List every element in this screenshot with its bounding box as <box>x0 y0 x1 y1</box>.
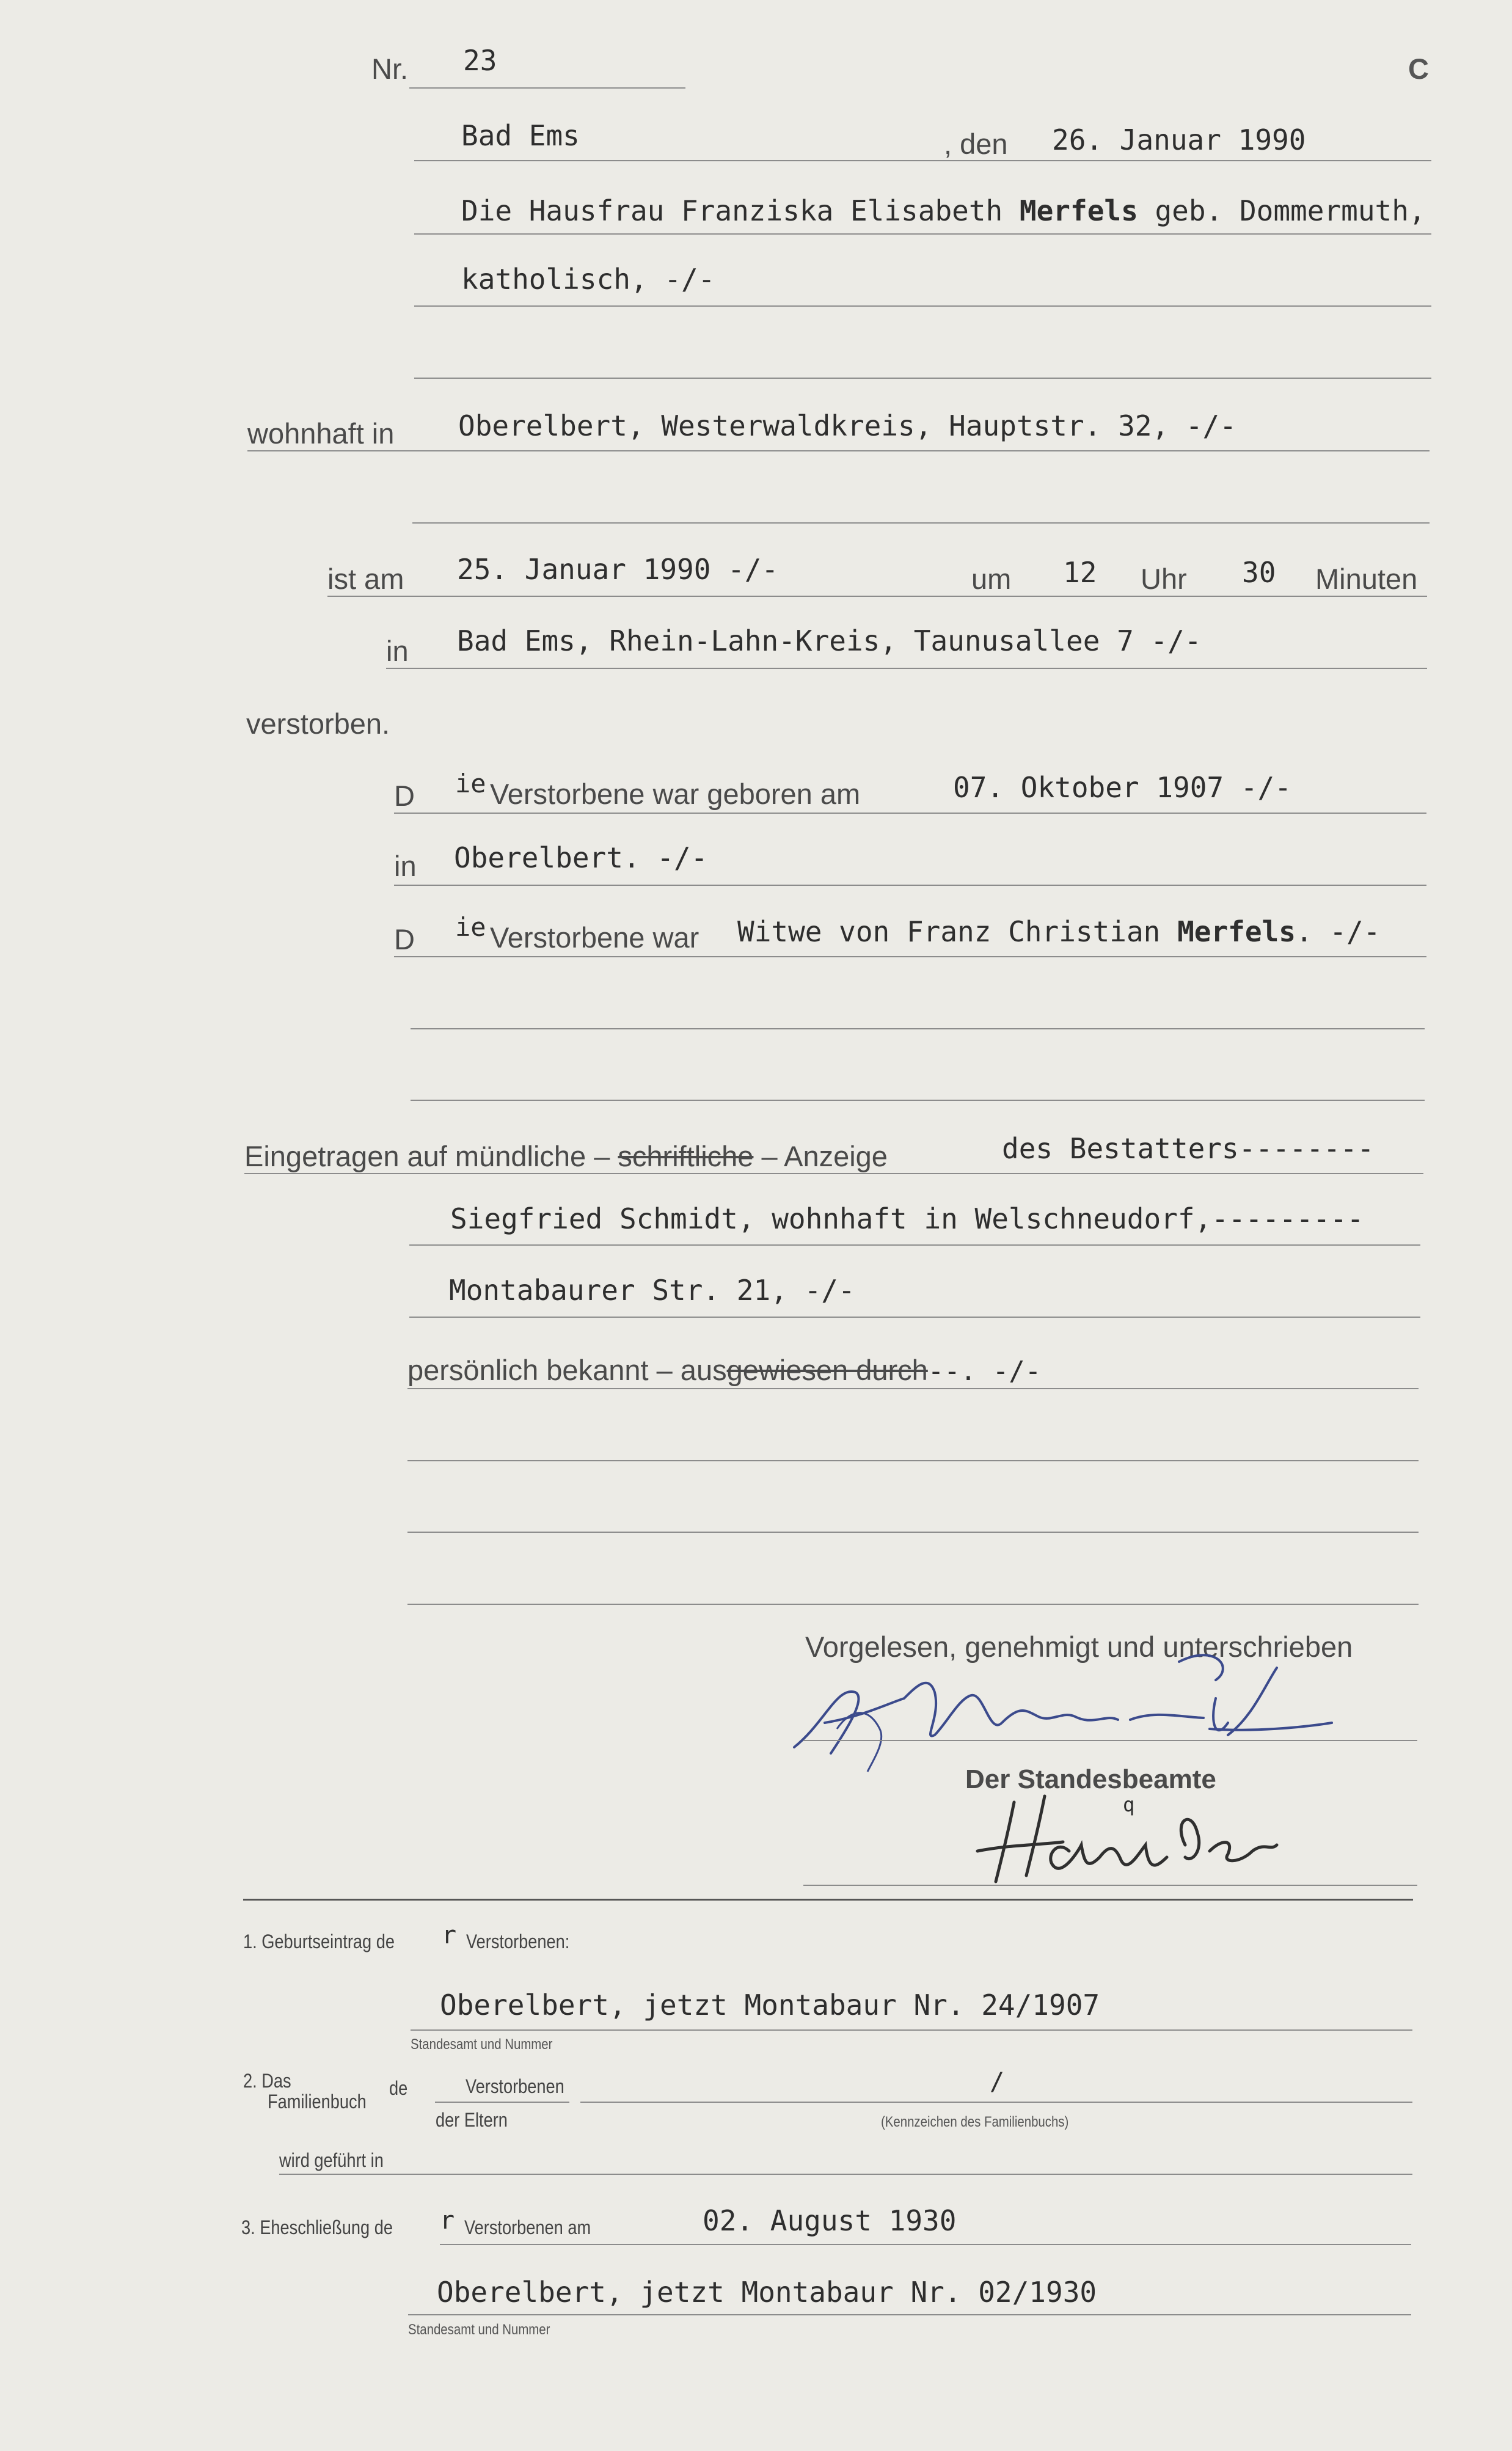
registration-label-struck: schriftliche <box>618 1140 754 1172</box>
marital-status <box>737 915 1380 948</box>
footer-item3-caption: Standesamt und Nummer <box>408 2321 550 2338</box>
birth-date: 07. Oktober 1907 -/- <box>953 771 1291 804</box>
birth-place: Oberelbert. -/- <box>454 841 708 874</box>
marriage-date: 02. August 1930 <box>703 2204 957 2237</box>
footer-item2-familienbuch: Familienbuch <box>268 2091 367 2113</box>
register-letter: C <box>1408 53 1429 85</box>
informant-line-3: Montabaurer Str. 21, -/- <box>449 1274 855 1307</box>
deceased-surname: Merfels <box>1019 194 1138 227</box>
birth-in-label: in <box>394 850 417 882</box>
registration-label-post: – Anzeige <box>753 1140 888 1172</box>
minuten-label: Minuten <box>1315 563 1418 595</box>
deceased-name-line <box>461 194 1426 227</box>
status-line-1 <box>394 956 1426 957</box>
residence-label: wohnhaft in <box>247 417 395 450</box>
registrar-mark: q <box>1123 1793 1135 1816</box>
death-date-line <box>327 596 1427 597</box>
marital-status-post: . -/- <box>1295 915 1381 948</box>
deceased-name-post: geb. Dommermuth, <box>1138 194 1426 227</box>
marital-status-pre: Witwe von Franz Christian <box>737 915 1178 948</box>
residence-line-1 <box>247 450 1430 451</box>
nr-label: Nr. <box>371 53 409 85</box>
footer-item3-r: r <box>440 2207 455 2235</box>
birth-register-entry: Oberelbert, jetzt Montabaur Nr. 24/1907 <box>440 1989 1100 2022</box>
den-label: , den <box>944 128 1008 160</box>
death-place: Bad Ems, Rhein-Lahn-Kreis, Taunusallee 7 -/- <box>457 624 1202 657</box>
footer-item2-eltern: der Eltern <box>436 2109 508 2131</box>
death-in-label: in <box>386 635 409 667</box>
registrar-signature-line <box>803 1885 1417 1886</box>
footer-item3-line <box>408 2314 1411 2315</box>
footer-item3-label: 3. Eheschließung de <box>241 2216 393 2238</box>
deceased-name-pre: Die Hausfrau Franziska Elisabeth <box>461 194 1020 227</box>
registry-place: Bad Ems <box>461 119 580 152</box>
birth-d-label: D <box>394 780 415 812</box>
status-d-label: D <box>394 923 415 955</box>
status-label: Verstorbene war <box>490 921 699 954</box>
birth-date-line <box>394 813 1426 814</box>
footer-item1-caption: Standesamt und Nummer <box>411 2036 553 2053</box>
footer-item2-line <box>279 2174 1412 2175</box>
read-approved-signed: Vorgelesen, genehmigt und unterschrieben <box>805 1631 1353 1663</box>
identity-known-label <box>407 1353 1041 1387</box>
registrar-signature <box>971 1784 1289 1888</box>
registry-date: 26. Januar 1990 <box>1052 123 1306 156</box>
identity-line-4 <box>407 1604 1419 1605</box>
footer-item2-upper-line <box>435 2102 569 2103</box>
identity-line-2 <box>407 1460 1419 1461</box>
birth-place-line <box>394 885 1426 886</box>
footer-item2-slash: / <box>990 2068 1005 2096</box>
identity-line-3 <box>407 1532 1419 1533</box>
footer-item2-verstorbenen: Verstorbenen <box>466 2075 564 2097</box>
death-date: 25. Januar 1990 -/- <box>457 553 779 586</box>
footer-item3-suffix: Verstorbenen am <box>464 2216 591 2238</box>
registration-label-pre: Eingetragen auf mündliche – <box>244 1140 618 1172</box>
status-ie-insert: ie <box>455 912 486 942</box>
person-line-1 <box>414 233 1431 235</box>
registration-line-1 <box>244 1173 1423 1174</box>
footer-item1-line <box>411 2029 1412 2031</box>
registration-line-3 <box>409 1317 1420 1318</box>
identity-known-post: --. -/- <box>927 1356 1042 1387</box>
birth-ie-insert: ie <box>455 769 486 798</box>
registrar-label: Der Standesbeamte <box>965 1764 1216 1794</box>
informant-signature <box>788 1649 1338 1784</box>
um-label: um <box>971 563 1012 595</box>
ist-am-label: ist am <box>327 563 404 595</box>
informant-line-2: Siegfried Schmidt, wohnhaft in Welschneudorf,--------- <box>450 1202 1364 1235</box>
place-date-line <box>414 160 1431 161</box>
registration-line-2 <box>409 1244 1420 1246</box>
footer-item2-number: 2. Das <box>243 2070 291 2092</box>
verstorben-label: verstorben. <box>246 707 390 740</box>
entry-number: 23 <box>463 44 497 77</box>
identity-known-pre: persönlich bekannt – aus <box>407 1354 727 1386</box>
footer-item2-family-book-line <box>580 2102 1412 2103</box>
death-place-line <box>386 668 1427 669</box>
death-hour: 12 <box>1063 556 1097 589</box>
status-line-2 <box>411 1028 1425 1029</box>
entry-number-line <box>409 87 685 89</box>
death-minutes: 30 <box>1242 556 1276 589</box>
footer-separator <box>243 1899 1413 1901</box>
person-line-2 <box>414 305 1431 307</box>
birth-label: Verstorbene war geboren am <box>490 778 861 810</box>
residence-line-2 <box>412 522 1430 524</box>
identity-line-1 <box>407 1388 1419 1389</box>
status-line-3 <box>411 1100 1425 1101</box>
informant-signature-line <box>803 1740 1417 1741</box>
identity-known-struck: gewiesen durch <box>726 1354 928 1386</box>
deceased-religion: katholisch, -/- <box>461 263 715 296</box>
registration-label <box>244 1139 888 1173</box>
uhr-label: Uhr <box>1141 563 1187 595</box>
residence-value: Oberelbert, Westerwaldkreis, Hauptstr. 32, -/- <box>458 409 1236 442</box>
footer-item1-suffix: Verstorbenen: <box>466 1930 570 1952</box>
footer-item2-caption: (Kennzeichen des Familienbuchs) <box>881 2114 1069 2130</box>
footer-item1-r: r <box>442 1921 457 1949</box>
person-line-3 <box>414 378 1431 379</box>
footer-item3-date-line <box>440 2244 1411 2245</box>
footer-item1-label: 1. Geburtseintrag de <box>243 1930 395 1952</box>
marriage-register-entry: Oberelbert, jetzt Montabaur Nr. 02/1930 <box>437 2276 1097 2309</box>
spouse-surname: Merfels <box>1177 915 1296 948</box>
footer-item2-wird: wird geführt in <box>279 2149 384 2171</box>
informant-line-1: des Bestatters-------- <box>1002 1132 1375 1165</box>
footer-item2-de: de <box>389 2077 408 2099</box>
